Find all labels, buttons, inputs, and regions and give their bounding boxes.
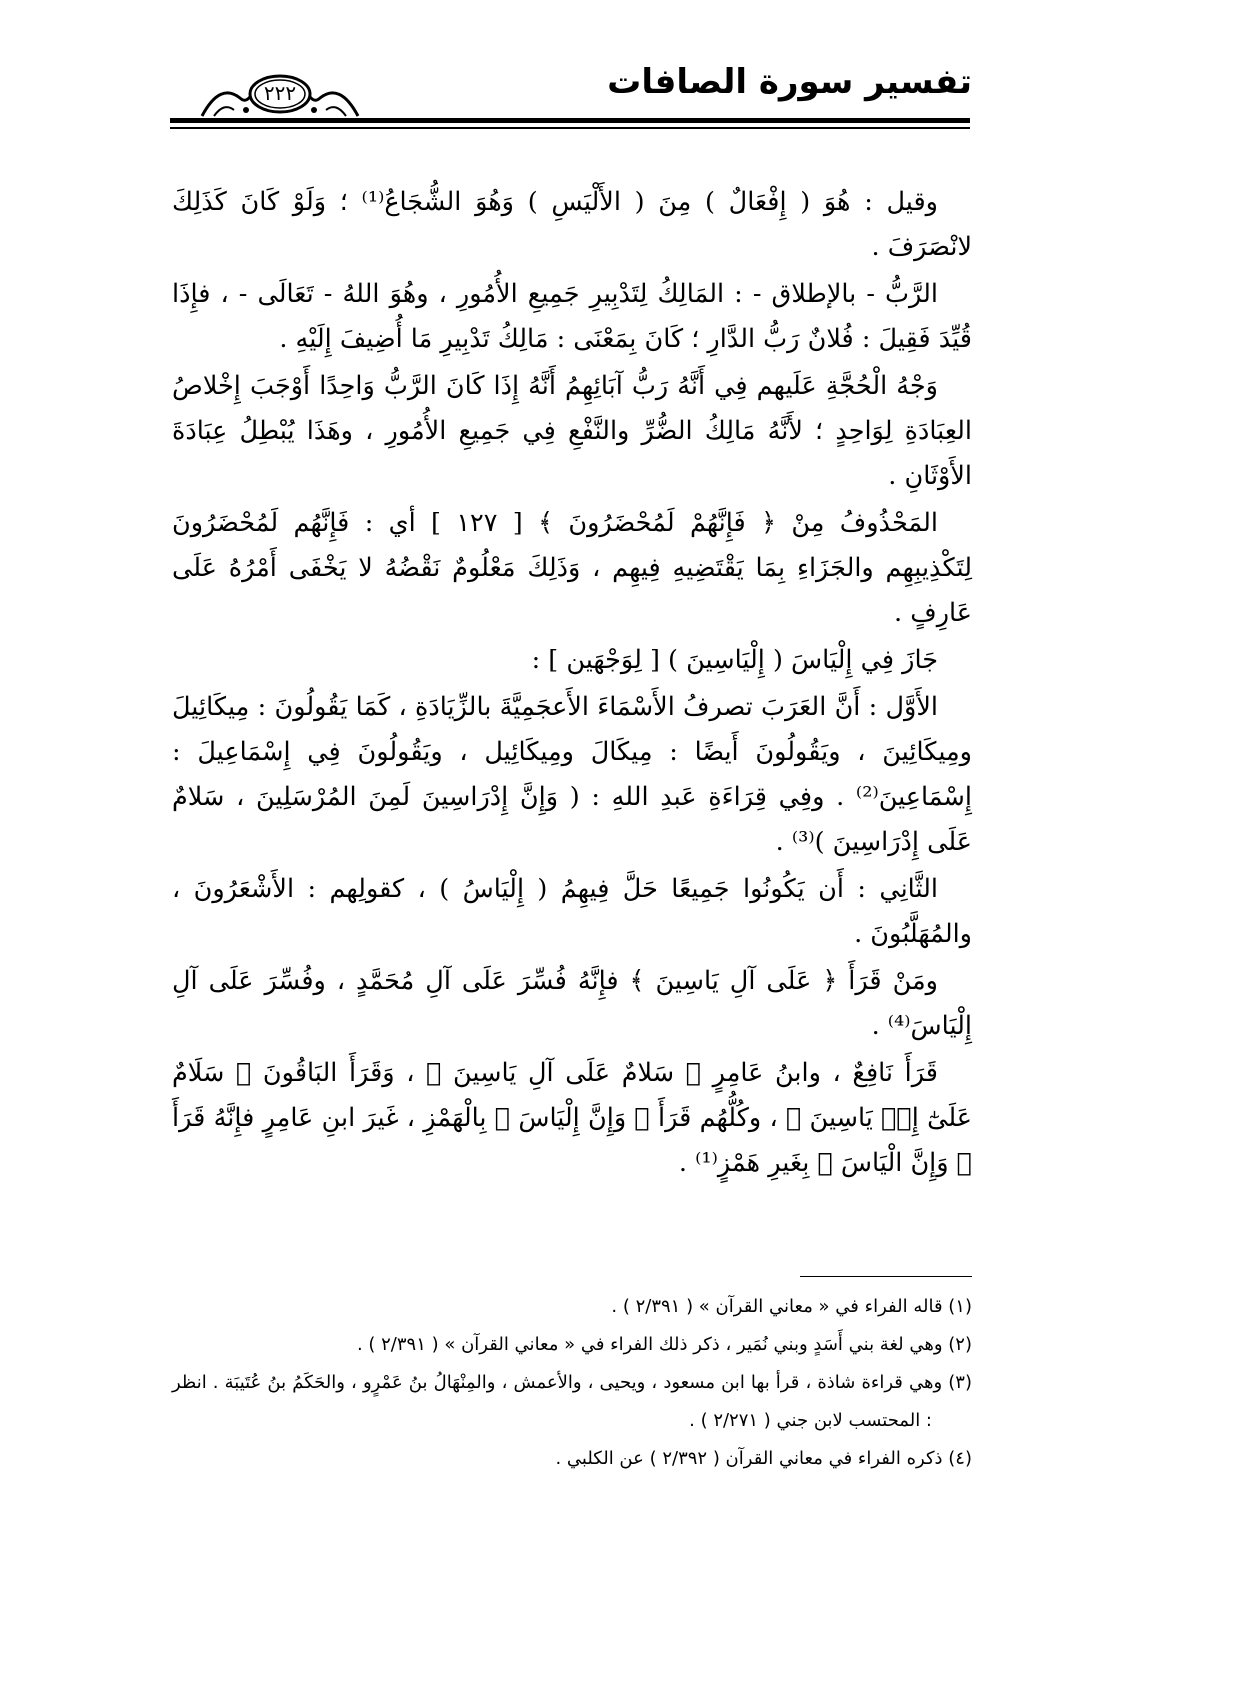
main-text: [172, 180, 972, 1188]
paragraph: المَحْذُوفُ مِنْ ﴿ فَإِنَّهُمْ لَمُحْضَرُونَ ﴾ [ ١٢٧ ] أي : فَإِنَّهُم لَمُحْضَرُونَ لِتَكْذِيبِهِم والجَزَاءِ بِمَا يَقْتَضِيهِ فِيهِم ، وَذَلِكَ مَعْلُومٌ نَقْضُهُ لا يَخْفَى أَمْرُهُ عَلَى عَارِفٍ .: [172, 508, 972, 628]
paragraph: وقيل : هُوَ ( إِفْعَالٌ ) مِنَ ( الأَلْيَسِ ) وَهُوَ الشُّجَاعُ⁽¹⁾ ؛ وَلَوْ كَانَ كَذَلِكَ لانْصَرَفَ .: [172, 187, 972, 262]
paragraph: قَرَأَ نَافِعٌ ، وابنُ عَامِرٍ ﴿ سَلامٌ عَلَى آلِ يَاسِينَ ﴾ ، وَقَرَأَ البَاقُونَ ﴿ سَلَامٌ عَلَىٰٓ إِلۡ يَاسِينَ ﴾ ، وكُلُّهُم قَرَأَ ﴿ وَإِنَّ إِلْيَاسَ ﴾ بِالْهَمْزِ ، غَيرَ ابنِ عَامِرٍ فإِنَّهُ قَرَأَ ﴿ وَإِنَّ الْيَاسَ ﴾ بِغَيرِ هَمْزٍ⁽¹⁾ .: [172, 1058, 972, 1178]
footnote: (٣) وهي قراءة شاذة ، قرأ بها ابن مسعود ، ويحيى ، والأعمش ، والمِنْهَالُ بنُ عَمْرٍو ، والحَكَمُ بنُ عُتَيبَة . انظر : المحتسب لابن جني ( ٢/٢٧١ ) .: [172, 1372, 972, 1431]
footnote: (٤) ذكره الفراء في معاني القرآن ( ٢/٣٩٢ ) عن الكلبي .: [555, 1448, 972, 1469]
paragraph: الرَّبُّ - بالإطلاق - : المَالِكُ لِتَدْبِيرِ جَمِيعِ الأُمُورِ ، وهُوَ اللهُ - تَعَالَى - ، فإِذَا قُيِّدَ فَقِيلَ : فُلانٌ رَبُّ الدَّارِ ؛ كَانَ بِمَعْنَى : مَالِكُ تَدْبِيرِ مَا أُضِيفَ إِلَيْهِ .: [172, 279, 972, 354]
paragraph: وَجْهُ الْحُجَّةِ عَلَيهم فِي أَنَّهُ رَبُّ آبَائِهِمُ أَنَّهُ إِذَا كَانَ الرَّبُّ وَاحِدًا أَوْجَبَ إِخْلاصُ العِبَادَةِ لِوَاحِدٍ ؛ لأَنَّهُ مَالِكُ الضُّرِّ والنَّفْعِ فِي جَمِيعِ الأُمُورِ ، وهَذَا يُبْطِلُ عِبَادَةَ الأَوْثَانِ .: [172, 371, 972, 491]
footnote: (١) قاله الفراء في « معاني القرآن » ( ٢/٣٩١ ) .: [611, 1296, 972, 1317]
paragraph: الثَّانِي : أَن يَكُونُوا جَمِيعًا حَلَّ فِيهِمُ ( إِلْيَاسُ ) ، كقولِهم : الأَشْعَرُونَ ، والمُهَلَّبُونَ .: [172, 874, 972, 949]
footnote-separator: [800, 1276, 972, 1277]
page-number-badge: [200, 72, 360, 120]
footnotes: [172, 1288, 972, 1478]
footnote: (٢) وهي لغة بني أَسَدٍ وبني نُمَير ، ذكر ذلك الفراء في « معاني القرآن » ( ٢/٣٩١ ) .: [356, 1334, 972, 1355]
header-rule-thin: [170, 127, 970, 129]
paragraph: الأَوَّل : أَنَّ العَرَبَ تصرفُ الأَسْمَاءَ الأَعجَمِيَّةَ بالزِّيَادَةِ ، كَمَا يَقُولُونَ : مِيكَائِيلَ ومِيكَائِينَ ، ويَقُولُونَ أَيضًا : مِيكَالَ ومِيكَائِيل ، ويَقُولُونَ فِي إِسْمَاعِيلَ : إِسْمَاعِينَ⁽²⁾ . وفِي قِرَاءَةِ عَبدِ اللهِ : ( وَإِنَّ إِدْرَاسِينَ لَمِنَ المُرْسَلِينَ ، سَلامٌ عَلَى إِدْرَاسِينَ )⁽³⁾ .: [172, 692, 972, 857]
header-rule: [170, 118, 970, 123]
paragraph: جَازَ فِي إِلْيَاسَ ( إِلْيَاسِينَ ) [ لِوَجْهَين ] :: [531, 645, 938, 675]
page-title: تفسير سورة الصافات: [607, 62, 972, 102]
page-number: ٢٢٢: [263, 81, 297, 105]
paragraph: ومَنْ قَرَأَ ﴿ عَلَى آلِ يَاسِينَ ﴾ فإِنَّهُ فُسِّرَ عَلَى آلِ مُحَمَّدٍ ، وفُسِّرَ عَلَى آلِ إِلْيَاسَ⁽⁴⁾ .: [172, 966, 972, 1041]
